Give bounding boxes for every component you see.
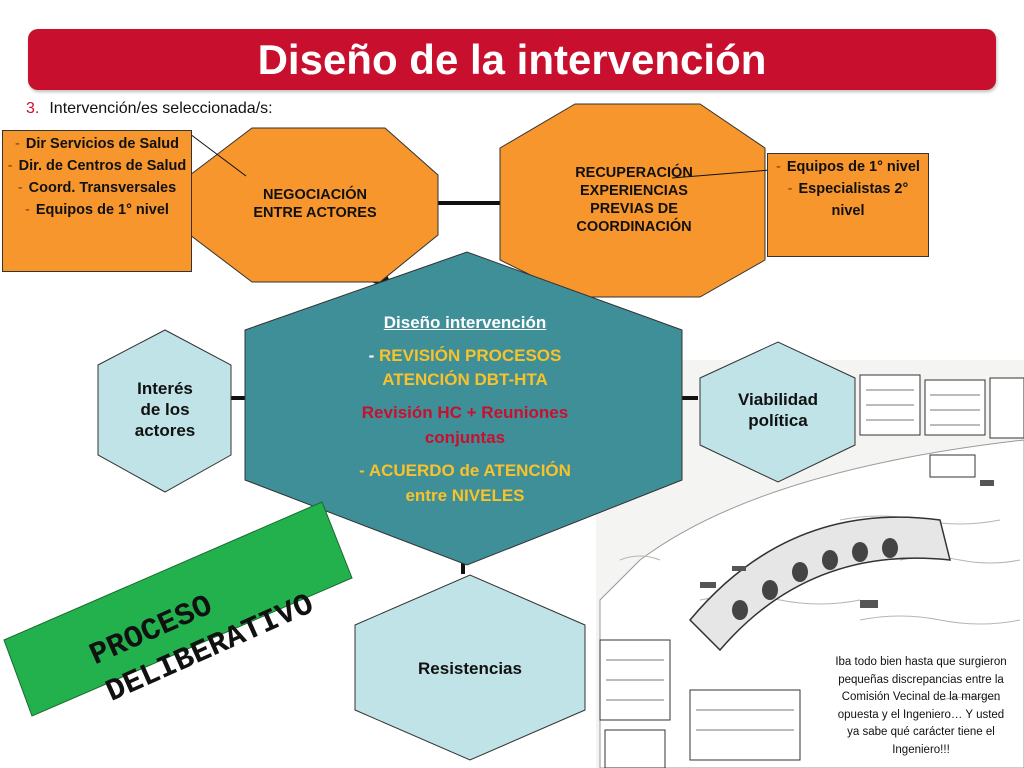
list-dash: - [15,136,20,152]
center-item-2: Revisión HC + Reuniones conjuntas [361,403,569,447]
list-dash: - [17,180,23,196]
center-item-1-dash: - [368,346,380,365]
resistencias-label: Resistencias [418,659,522,678]
left-actors-list [3,131,191,223]
interes-label: Interés de los actores [134,379,196,440]
list-item-text: Coord. Transversales [28,180,177,196]
list-item-text: Equipos de 1° nivel [786,159,920,175]
center-item-3: - ACUERDO de ATENCIÓN entre NIVELES [359,461,571,505]
viabilidad-label: Viabilidad política [738,390,818,430]
list-item-text: Dir Servicios de Salud [25,136,179,152]
subtitle-text: Intervención/es seleccionada/s: [49,100,273,117]
negociacion-label: NEGOCIACIÓN ENTRE ACTORES [253,187,377,221]
left-box-item [7,155,187,177]
list-dash: - [776,159,781,175]
list-dash: - [787,181,793,197]
center-item-1-text: REVISIÓN PROCESOS ATENCIÓN DBT-HTA [379,346,562,389]
left-box-item [7,177,187,199]
right-box-item [772,178,924,222]
right-actors-box [767,153,929,257]
center-content [300,312,630,508]
center-item-1 [300,344,630,392]
right-box-item [772,156,924,178]
illustration-caption: Iba todo bien hasta que surgieron pequeñas discrepancias entre la Comisión Vecinal de la margen opuesta y el Ingeniero… Y usted ya sabe qué carácter tiene el Ingeniero!!! [835,656,1007,756]
list-item-text: Especialistas 2° nivel [798,181,909,219]
left-actors-box [2,130,192,272]
list-item-text: Equipos de 1° nivel [35,202,169,218]
recuperacion-label: RECUPERACIÓN EXPERIENCIAS PREVIAS DE COORDINACIÓN [575,165,693,235]
list-item-text: Dir. de Centros de Salud [18,158,187,174]
banner-text: PROCESO DELIBERATIVO [84,587,320,711]
left-box-item [7,199,187,221]
list-dash: - [25,202,30,218]
right-actors-list [768,154,928,224]
page-title: Diseño de la intervención [257,35,767,83]
subtitle-number: 3. [26,100,40,117]
list-dash: - [7,158,13,174]
center-heading: Diseño intervención [383,313,547,332]
left-box-item [7,133,187,155]
